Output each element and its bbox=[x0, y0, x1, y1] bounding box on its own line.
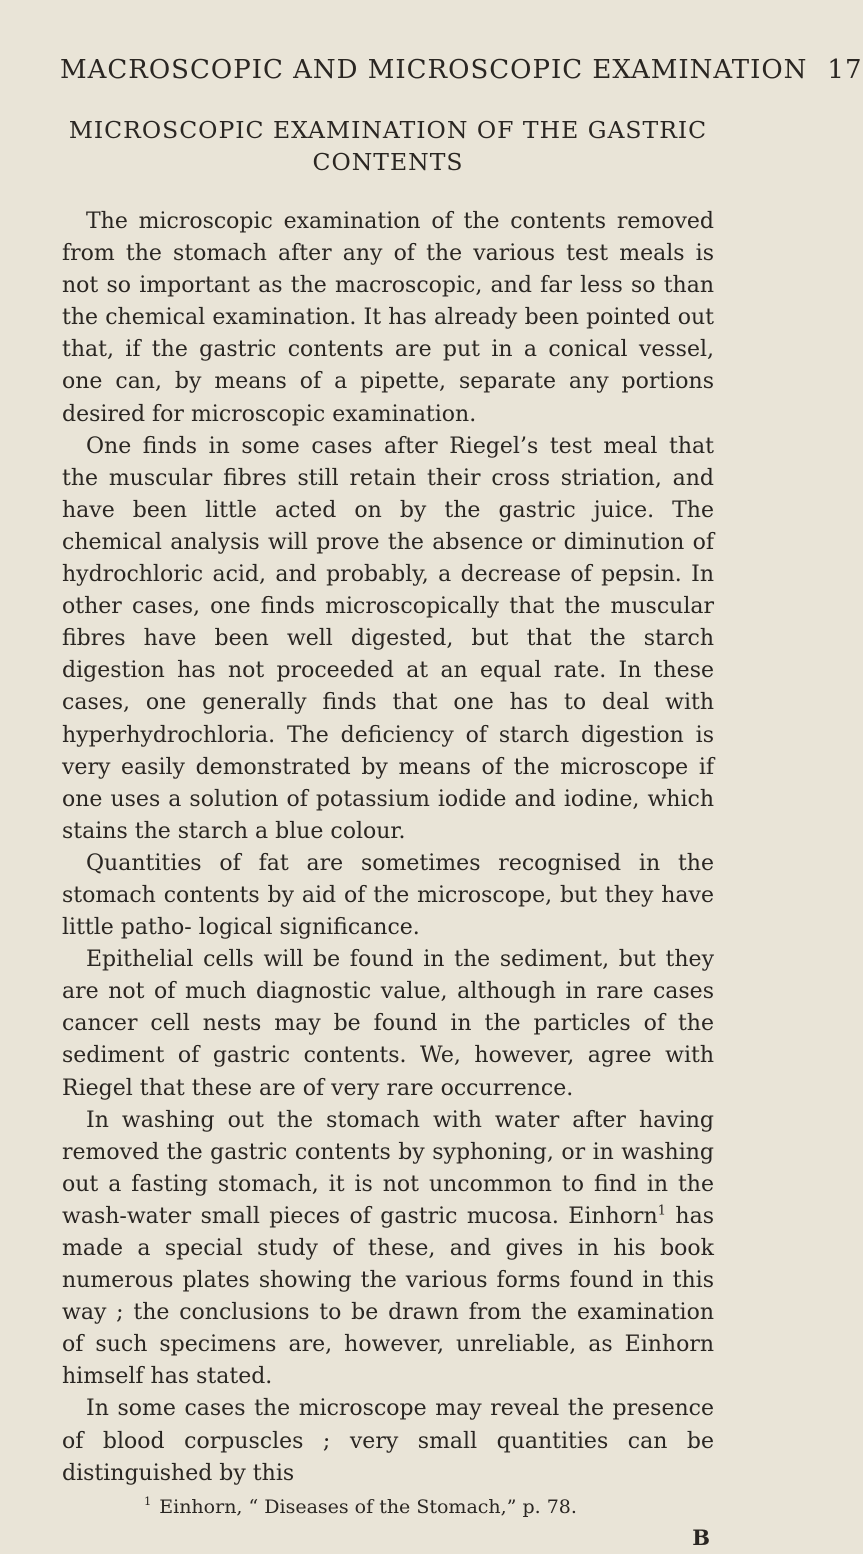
footnote-text: Einhorn, “ Diseases of the Stomach,” p. 78. bbox=[159, 1495, 577, 1518]
running-head-title: MACROSCOPIC AND MICROSCOPIC EXAMINATION bbox=[60, 55, 808, 85]
footnote-mark: 1 bbox=[144, 1494, 152, 1509]
paragraph bbox=[62, 1105, 714, 1394]
signature-mark: B bbox=[692, 1524, 710, 1550]
paragraph: Quantities of fat are sometimes recognised in the stomach contents by aid of the microscope, but they have little patho- logical significance. bbox=[62, 850, 714, 941]
paragraph: One finds in some cases after Riegel’s test meal that the muscular fibres still retain their cross striation, and have been little acted on by the gastric juice. The chemical analysis will prove the absence or diminution of hydrochloric acid, and probably, a decrease of pepsin. In other cases, one finds microscopically that the muscular fibres have been well digested, but that the starch digestion has not proceeded at an equal rate. In these cases, one generally finds that one has to deal with hyperhydrochloria. The deficiency of starch digestion is very easily demonstrated by means of the microscope if one uses a solution of potassium iodide and iodine, which stains the starch a blue colour. bbox=[62, 433, 714, 844]
page-number: 17 bbox=[827, 55, 863, 85]
paragraph: Epithelial cells will be found in the sediment, but they are not of much diagnostic value, although in rare cases cancer cell nests may be found in the particles of the sediment of gastric contents. We, however, agree with Riegel that these are of very rare occurrence. bbox=[62, 947, 714, 1101]
paragraph-text: In washing out the stomach with water after having removed the gastric contents by syphoning, or in washing out a fasting stomach, it is not uncommon to find in the wash-water small pieces of gastric mucosa. Einhorn bbox=[62, 1107, 714, 1229]
paragraph-text: has made a special study of these, and gives in his book numerous plates showing the various forms found in this way ; the conclusions to be drawn from the examination of such specimens are, however, unreliable, as Einhorn himself has stated. bbox=[62, 1203, 714, 1390]
paragraph: In some cases the microscope may reveal the presence of blood corpuscles ; very small quantities can be distinguished by this bbox=[62, 1396, 714, 1486]
body-text bbox=[62, 206, 714, 1490]
footnote bbox=[62, 1492, 714, 1522]
section-heading-line-1: MICROSCOPIC EXAMINATION OF THE GASTRIC bbox=[68, 116, 708, 144]
section-heading bbox=[62, 114, 714, 178]
section-heading-line-2: CONTENTS bbox=[312, 148, 464, 176]
footnote-reference: 1 bbox=[657, 1203, 667, 1219]
running-head bbox=[60, 50, 863, 90]
paragraph: The microscopic examination of the contents removed from the stomach after any of the various test meals is not so important as the macroscopic, and far less so than the chemical examination. It has already been pointed out that, if the gastric contents are put in a conical vessel, one can, by means of a pipette, separate any portions desired for microscopic examination. bbox=[62, 209, 714, 427]
